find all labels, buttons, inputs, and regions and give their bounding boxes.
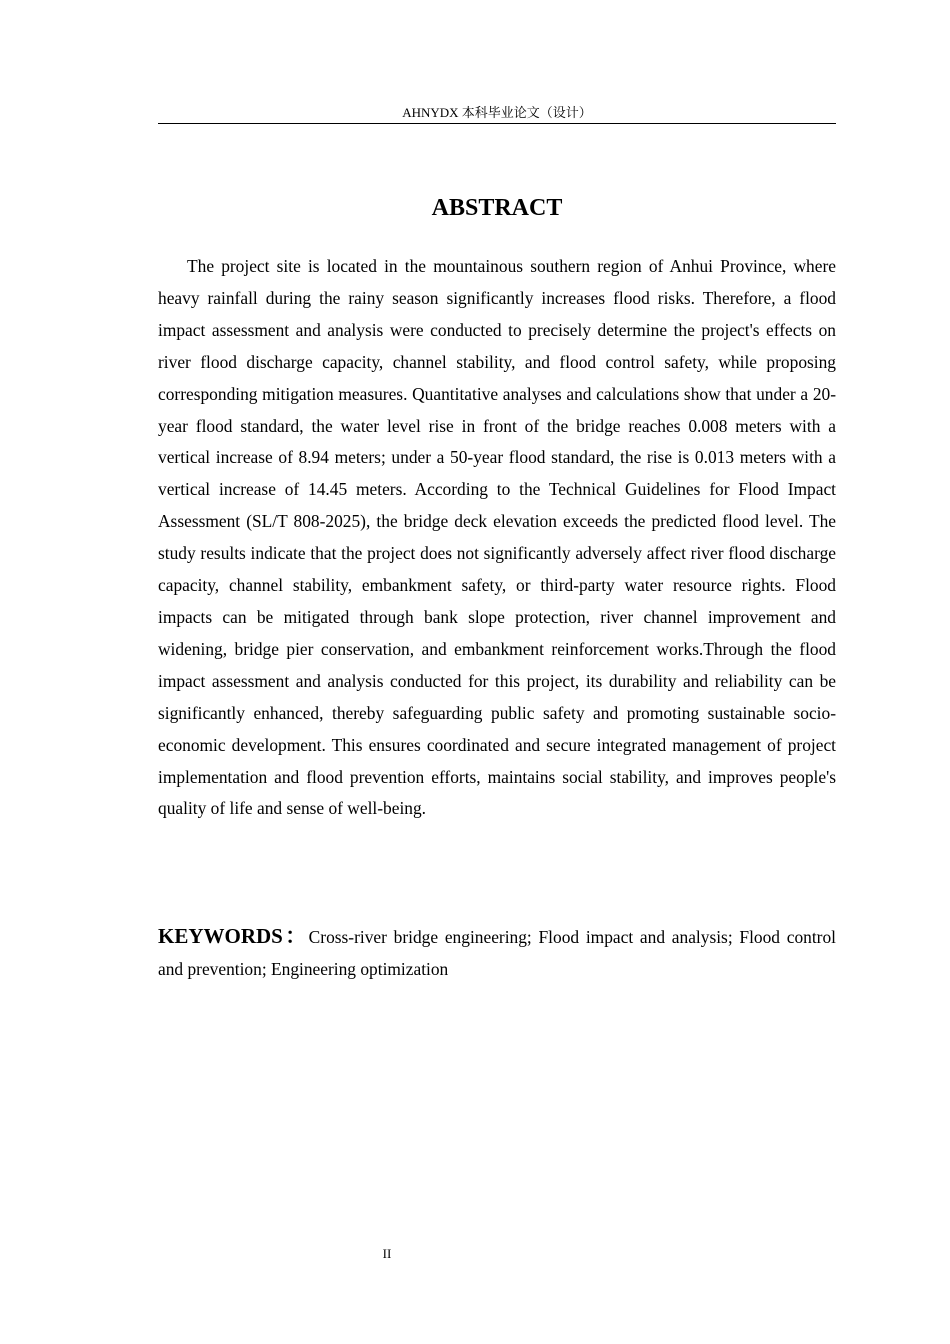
keywords-label: KEYWORDS： (158, 924, 309, 948)
page-number: II (382, 1246, 392, 1261)
running-header: AHNYDX 本科毕业论文（设计） (402, 105, 592, 120)
keywords-paragraph (158, 921, 836, 986)
header-rule (158, 123, 836, 124)
abstract-body: The project site is located in the mountainous southern region of Anhui Province, where heavy rainfall during the rainy season significantly increases flood risks. Therefore, a flood impact assessment and analysis were conducted to precisely determine the project's effects on river flood discharge capacity, channel stability, and flood control safety, while proposing corresponding mitigation measures. Quantitative analyses and calculations show that under a 20-year flood standard, the water level rise in front of the bridge reaches 0.008 meters with a vertical increase of 8.94 meters; under a 50-year flood standard, the rise is 0.013 meters with a vertical increase of 14.45 meters. According to the Technical Guidelines for Flood Impact Assessment (SL/T 808-2025), the bridge deck elevation exceeds the predicted flood level. The study results indicate that the project does not significantly adversely affect river flood discharge capacity, channel stability, embankment safety, or third-party water resource rights. Flood impacts can be mitigated through bank slope protection, river channel improvement and widening, bridge pier conservation, and embankment reinforcement works.Through the flood impact assessment and analysis conducted for this project, its durability and reliability can be significantly enhanced, thereby safeguarding public safety and promoting sustainable socio-economic development. This ensures coordinated and secure integrated management of project implementation and flood prevention efforts, maintains social stability, and improves people's quality of life and sense of well-being. (158, 256, 836, 819)
abstract-title: ABSTRACT (431, 195, 563, 221)
keywords-text: Cross-river bridge engineering; Flood impact and analysis; Flood control and prevention; Engineering optimization (158, 927, 836, 979)
